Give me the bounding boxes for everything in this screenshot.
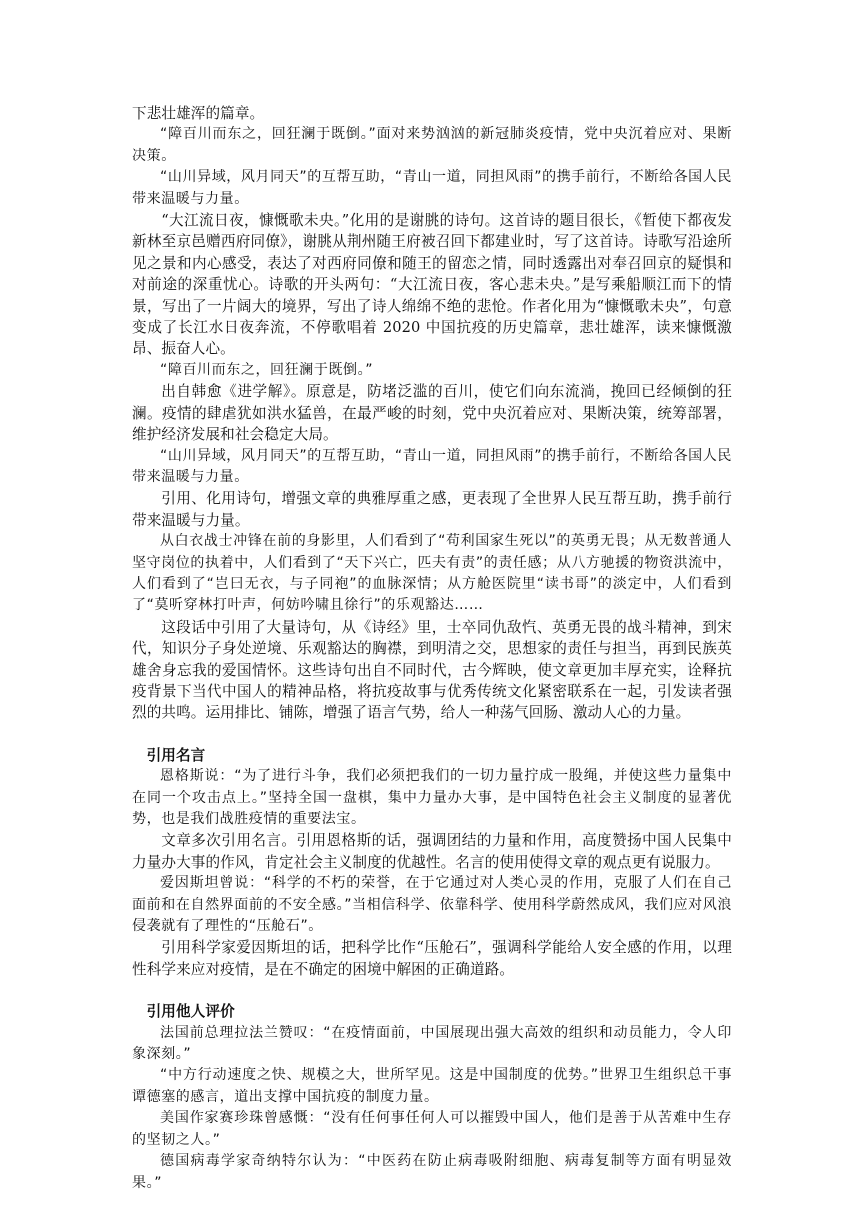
quote-paragraph: “障百川而东之，回狂澜于既倒。” <box>160 361 374 378</box>
article-body <box>132 103 732 1194</box>
analysis-paragraph: 文章多次引用名言。引用恩格斯的话，强调团结的力量和作用，高度赞扬中国人民集中力量办大事的作风，肯定社会主义制度的优越性。名言的使用使得文章的观点更有说服力。 <box>132 832 732 871</box>
quote-paragraph: “障百川而东之，回狂澜于既倒。”面对来势汹汹的新冠肺炎疫情，党中央沉着应对、果断决策。 <box>132 126 732 164</box>
quote-paragraph: 爱因斯坦曾说：“科学的不朽的荣誉，在于它通过对人类心灵的作用，克服了人们在自己面前和在自然界面前的不安全感。”当相信科学、依靠科学、使用科学蔚然成风，我们应对风浪侵袭就有了理性的“压舱石”。 <box>132 875 732 935</box>
quote-paragraph: “山川异域，风月同天”的互帮互助，“青山一道，同担风雨”的携手前行，不断给各国人民带来温暖与力量。 <box>132 169 732 207</box>
paragraph-continuation: 下悲壮雄浑的篇章。 <box>132 105 265 122</box>
quote-paragraph: 美国作家赛珍珠曾感慨：“没有任何事任何人可以摧毁中国人，他们是善于从苦难中生存的坚韧之人。” <box>132 1110 732 1148</box>
quote-paragraph: 恩格斯说：“为了进行斗争，我们必须把我们的一切力量拧成一股绳，并使这些力量集中在同一个攻击点上。”坚持全国一盘棋，集中力量办大事，是中国特色社会主义制度的显著优势，也是我们战胜疫情的重要法宝。 <box>132 768 732 827</box>
analysis-paragraph: 引用、化用诗句，增强文章的典雅厚重之感，更表现了全世界人民互帮互助，携手前行带来温暖与力量。 <box>132 490 732 529</box>
analysis-paragraph: 出自韩愈《进学解》。原意是，防堵泛滥的百川，使它们向东流淌，挽回已经倾倒的狂澜。疫情的肆虐犹如洪水猛兽，在最严峻的时刻，党中央沉着应对、果断决策，统筹部署，维护经济发展和社会稳定大局。 <box>132 383 732 444</box>
quote-paragraph: 德国病毒学家奇纳特尔认为：“中医药在防止病毒吸附细胞、病毒复制等方面有明显效果。” <box>132 1153 732 1191</box>
quote-paragraph: 法国前总理拉法兰赞叹：“在疫情面前，中国展现出强大高效的组织和动员能力，令人印象深刻。” <box>132 1024 732 1063</box>
quote-paragraph: 从白衣战士冲锋在前的身影里，人们看到了“苟利国家生死以”的英勇无畏；从无数普通人坚守岗位的执着中，人们看到了“天下兴亡，匹夫有责”的责任感；从八方驰援的物资洪流中，人们看到了“岂曰无衣，与子同袍”的血脉深情；从方舱医院里“读书哥”的淡定中，人们看到了“莫听穿林打叶声，何妨吟啸且徐行”的乐观豁达…… <box>132 533 732 614</box>
analysis-paragraph: 这段话中引用了大量诗句，从《诗经》里，士卒同仇敌忾、英勇无畏的战斗精神，到宋代，知识分子身处逆境、乐观豁达的胸襟，到明清之交，思想家的责任与担当，再到民族英雄舍身忘我的爱国情怀。这些诗句出自不同时代，古今辉映，使文章更加丰厚充实，诠释抗疫背景下当代中国人的精神品格，将抗疫故事与优秀传统文化紧密联系在一起，引发读者强烈的共鸣。运用排比、铺陈，增强了语言气势，给人一种荡气回肠、激动人心的力量。 <box>132 618 732 722</box>
section-heading-mingyan: 引用名言 <box>146 746 206 764</box>
section-heading-pingjia: 引用他人评价 <box>146 1003 235 1021</box>
quote-paragraph: “中方行动速度之快、规模之大，世所罕见。这是中国制度的优势。”世界卫生组织总干事谭德塞的感言，道出支撑中国抗疫的制度力量。 <box>132 1067 732 1105</box>
quote-paragraph: “山川异域，风月同天”的互帮互助，“青山一道，同担风雨”的携手前行，不断给各国人民带来温暖与力量。 <box>132 447 732 485</box>
analysis-paragraph: 引用科学家爱因斯坦的话，把科学比作“压舱石”，强调科学能给人安全感的作用，以理性科学来应对疫情，是在不确定的困境中解困的正确道路。 <box>132 939 732 978</box>
section-gap <box>132 980 732 1001</box>
analysis-paragraph: “大江流日夜，慷慨歌未央。”化用的是谢朓的诗句。这首诗的题目很长，《暂使下都夜发新林至京邑赠西府同僚》，谢朓从荆州随王府被召回下都建业时，写了这首诗。诗歌写沿途所见之景和内心感受，表达了对西府同僚和随王的留恋之情，同时透露出对奉召回京的疑惧和对前途的深重忧心。诗歌的开头两句：“大江流日夜，客心悲未央。”是写乘船顺江而下的情景，写出了一片阔大的境界，写出了诗人绵绵不绝的悲怆。作者化用为“慷慨歌未央”，句意变成了长江水日夜奔流，不停歌唱着 2020 中国抗疫的历史篇章，悲壮雄浑，读来慷慨激昂、振奋人心。 <box>132 212 732 358</box>
section-gap <box>132 724 732 745</box>
